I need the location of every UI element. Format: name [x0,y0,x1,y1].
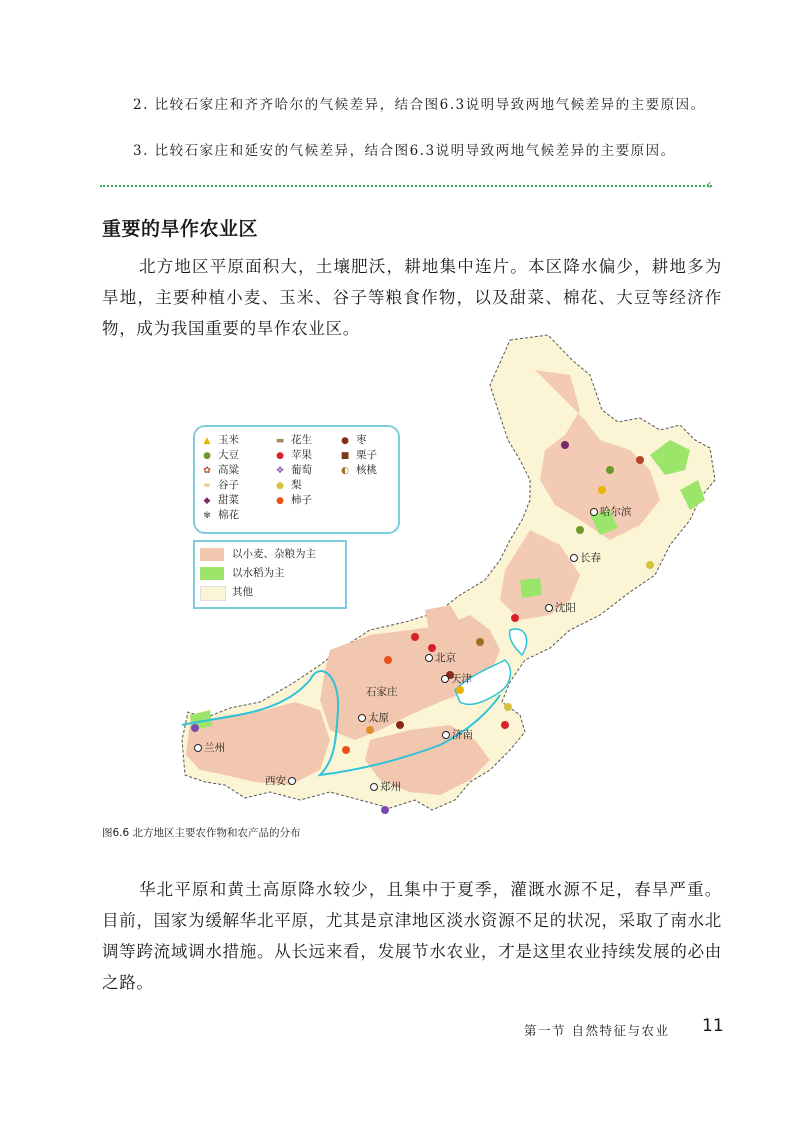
city-lanzhou: 兰州 [194,740,225,755]
corn-symbol [598,486,606,494]
pear-icon: ● [276,481,284,491]
city-dot-icon [288,777,296,785]
legend-item-corn: ▲ 玉米 [200,434,239,448]
wheat-swatch [200,548,224,561]
sorghum-icon: ✿ [203,466,211,476]
footer-section: 第一节 自然特征与农业 [524,1023,670,1038]
legend-item-soybean: ● 大豆 [200,449,239,463]
city-dot-icon [442,731,450,739]
persimmon-symbol [384,656,392,664]
city-zhengzhou: 郑州 [370,779,401,794]
question-2: 2. 比较石家庄和齐齐哈尔的气候差异，结合图6.3说明导致两地气候差异的主要原因。 [133,97,706,113]
page-number: 11 [702,1016,724,1036]
rice-area [520,578,542,598]
legend-item-chestnut: ■ 栗子 [338,449,377,463]
legend-item-beet: ◆ 甜菜 [200,494,239,508]
legend-item-sorghum: ✿ 高粱 [200,464,239,478]
legend-area-other: 其他 [232,586,253,598]
grape-symbol [381,806,389,814]
walnut-icon: ◐ [341,466,349,476]
city-dot-icon [545,604,553,612]
peanut-icon: ▬ [275,436,285,446]
persimmon-symbol [342,746,350,754]
legend-item-walnut: ◐ 核桃 [338,464,377,478]
city-xian: 西安 [265,773,298,788]
rice-swatch [200,567,224,580]
walnut-symbol [476,638,484,646]
corn-icon: ▲ [203,436,211,446]
city-tianjin: 天津 [441,671,472,686]
legend-item-cotton: ✾ 棉花 [200,509,239,523]
apple-symbol [511,614,519,622]
beet-symbol [561,441,569,449]
grape-icon: ✥ [276,466,284,476]
legend-item-millet: ≈ 谷子 [200,479,239,493]
crop-legend [193,425,400,534]
city-dot-icon [370,783,378,791]
chestnut-icon: ■ [340,451,350,461]
legend-area-wheat: 以小麦、杂粮为主 [232,548,316,560]
corn-symbol [456,686,464,694]
jujube-symbol [396,721,404,729]
city-shenyang: 沈阳 [545,600,576,615]
section-title: 重要的旱作农业区 [102,218,259,240]
soybean-symbol [606,466,614,474]
millet-symbol [366,726,374,734]
soybean-icon: ● [203,451,211,461]
apple-symbol [411,633,419,641]
city-changchun: 长春 [570,550,601,565]
city-jinan: 济南 [442,727,473,742]
figure-caption: 图6.6 北方地区主要农作物和农产品的分布 [102,827,301,839]
city-taiyuan: 太原 [358,710,389,725]
legend-item-grape: ✥ 葡萄 [273,464,312,478]
city-shijiazhuang: 石家庄 [366,686,398,698]
divider-arrow-icon: ‹ [706,177,712,193]
city-dot-icon [590,508,598,516]
paragraph-2: 华北平原和黄土高原降水较少，且集中于夏季，灌溉水源不足，春旱严重。目前，国家为缓解华北平原，尤其是京津地区淡水资源不足的状况，采取了南水北调等跨流域调水措施。从长远来看，发展节水农业，才是这里农业持续发展的必由之路。 [102,880,722,992]
legend-area-rice: 以水稻为主 [232,567,285,579]
soybean-symbol [576,526,584,534]
grape-symbol [191,724,199,732]
city-dot-icon [358,714,366,722]
paragraph-1: 北方地区平原面积大，土壤肥沃，耕地集中连片。本区降水偏少，耕地多为旱地，主要种植小麦、玉米、谷子等粮食作物，以及甜菜、棉花、大豆等经济作物，成为我国重要的旱作农业区。 [102,257,722,338]
pear-symbol [646,561,654,569]
legend-item-persimmon: ● 柿子 [273,494,312,508]
city-dot-icon [441,675,449,683]
area-legend [193,540,347,609]
legend-item-peanut: ▬ 花生 [273,434,312,448]
other-swatch [200,586,226,601]
jujube-icon: ● [341,436,349,446]
city-harbin: 哈尔滨 [590,504,632,519]
millet-icon: ≈ [203,481,211,491]
beet-icon: ◆ [203,496,211,506]
legend-item-jujube: ● 枣 [338,434,367,448]
city-dot-icon [194,744,202,752]
city-dot-icon [425,654,433,662]
city-dot-icon [570,554,578,562]
legend-item-pear: ● 梨 [273,479,302,493]
persimmon-icon: ● [276,496,284,506]
city-beijing: 北京 [425,650,456,665]
sorghum-symbol [636,456,644,464]
cotton-icon: ✾ [203,511,211,521]
legend-item-apple: ● 苹果 [273,449,312,463]
section-divider [100,185,712,187]
pear-symbol [504,703,512,711]
apple-icon: ● [276,451,284,461]
question-3: 3. 比较石家庄和延安的气候差异，结合图6.3说明导致两地气候差异的主要原因。 [133,143,676,159]
apple-symbol [501,721,509,729]
